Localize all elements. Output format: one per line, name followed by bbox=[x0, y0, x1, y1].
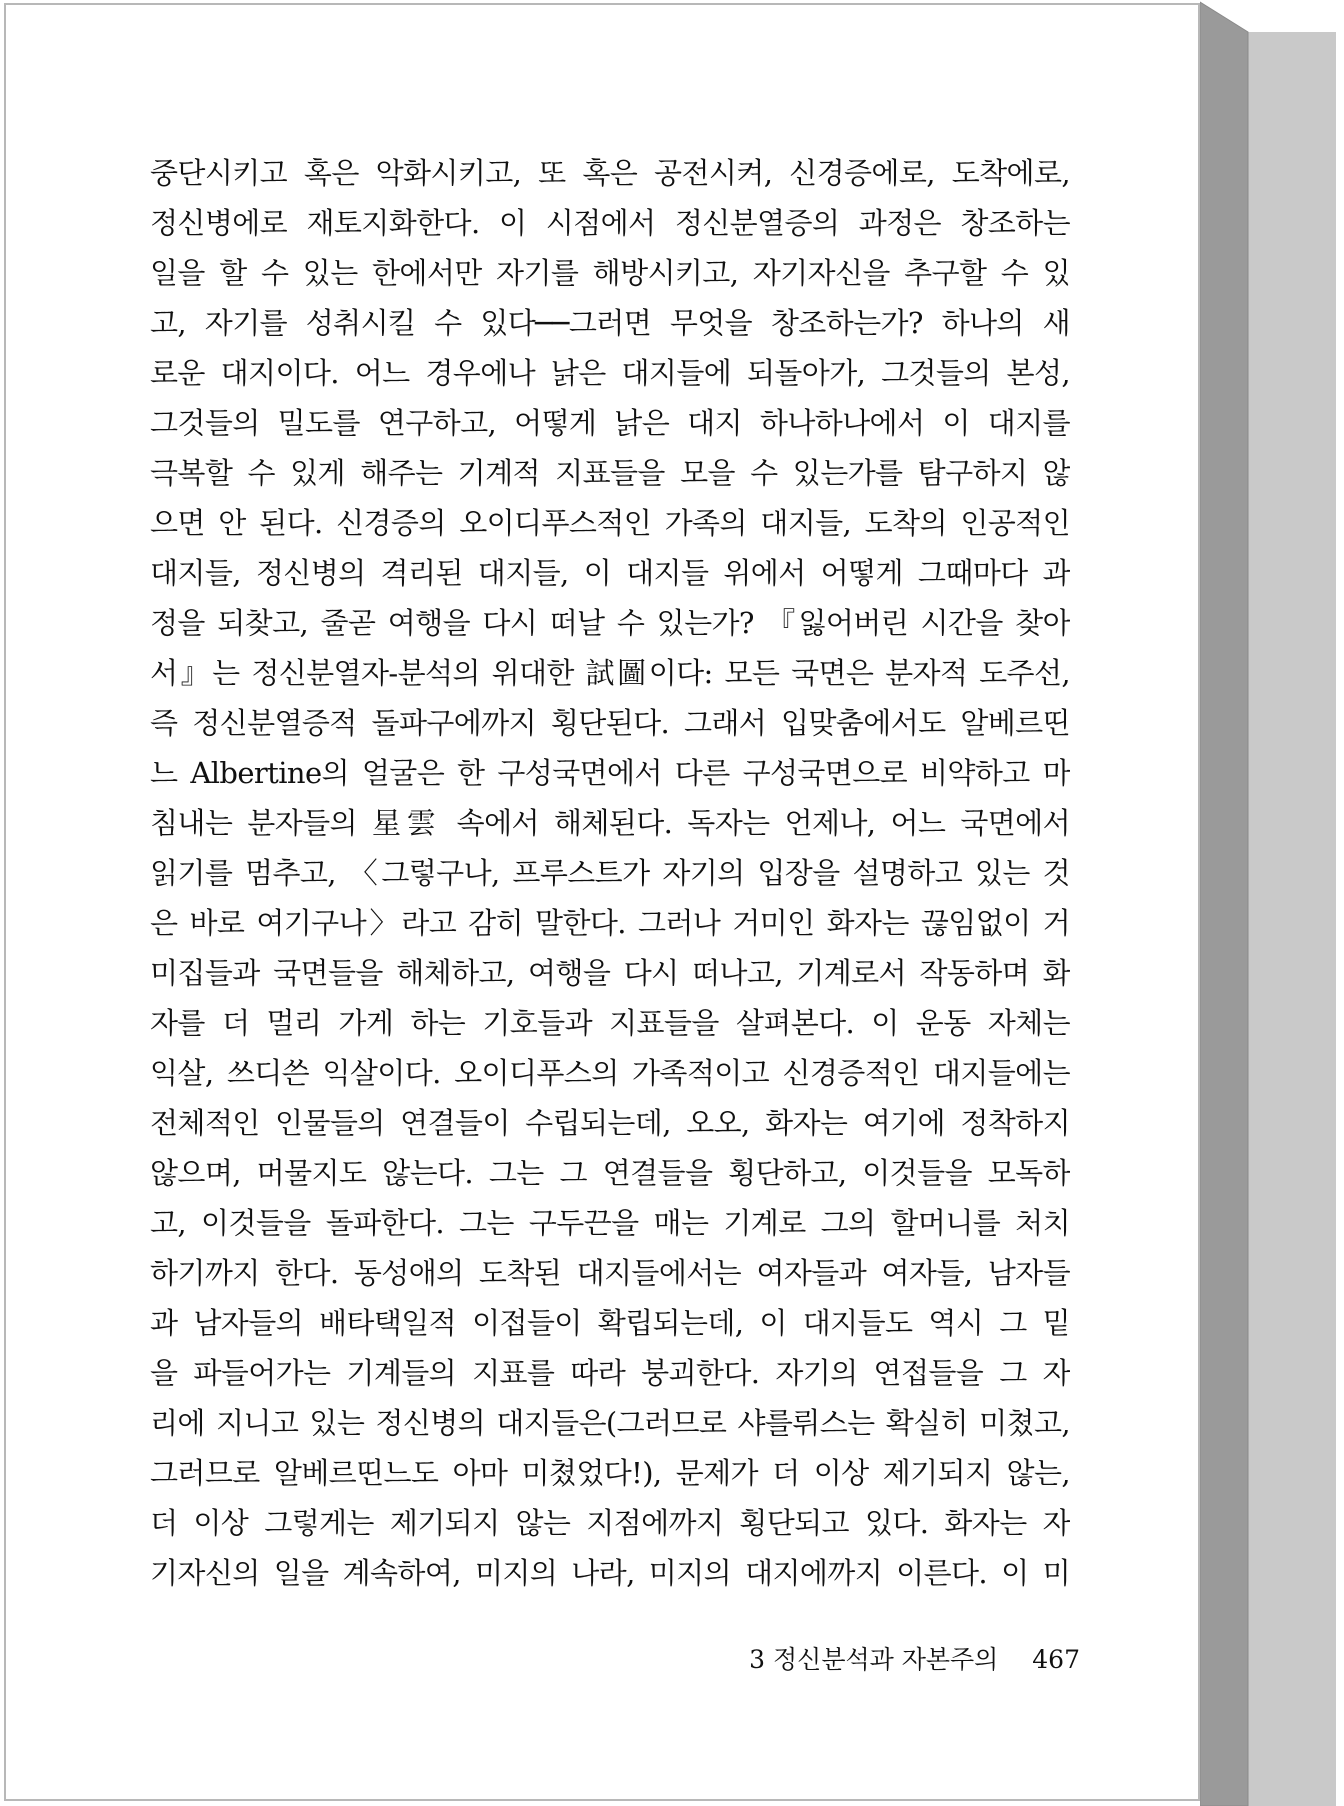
text-line: 극복할 수 있게 해주는 기계적 지표들을 모을 수 있는가를 탐구하지 않 bbox=[150, 456, 1070, 490]
text-line: 읽기를 멈추고, 〈그렇구나, 프루스트가 자기의 입장을 설명하고 있는 것 bbox=[150, 856, 1070, 890]
text-line: 정을 되찾고, 줄곧 여행을 다시 떠날 수 있는가? 『잃어버린 시간을 찾아 bbox=[150, 606, 1070, 640]
text-line: 익살, 쓰디쓴 익살이다. 오이디푸스의 가족적이고 신경증적인 대지들에는 bbox=[150, 1056, 1070, 1090]
text-line: 침내는 분자들의 星雲 속에서 해체된다. 독자는 언제나, 어느 국면에서 bbox=[150, 806, 1070, 840]
text-line: 리에 지니고 있는 정신병의 대지들은(그러므로 샤를뤼스는 확실히 미쳤고, bbox=[150, 1406, 1070, 1440]
text-line: 그러므로 알베르띤느도 아마 미쳤었다!), 문제가 더 이상 제기되지 않는, bbox=[150, 1456, 1070, 1490]
page-footer bbox=[700, 1640, 1080, 1680]
page-body-text bbox=[150, 148, 1070, 1598]
text-line: 로운 대지이다. 어느 경우에나 낡은 대지들에 되돌아가, 그것들의 본성, bbox=[150, 356, 1070, 390]
text-line: 서』는 정신분열자-분석의 위대한 試圖이다: 모든 국면은 분자적 도주선, bbox=[150, 656, 1070, 690]
running-footer-chapter: 3 정신분석과 자본주의 bbox=[749, 1645, 999, 1674]
text-line: 그것들의 밀도를 연구하고, 어떻게 낡은 대지 하나하나에서 이 대지를 bbox=[150, 406, 1070, 440]
text-line: 전체적인 인물들의 연결들이 수립되는데, 오오, 화자는 여기에 정착하지 bbox=[150, 1106, 1070, 1140]
text-line: 하기까지 한다. 동성애의 도착된 대지들에서는 여자들과 여자들, 남자들 bbox=[150, 1256, 1070, 1290]
text-line: 일을 할 수 있는 한에서만 자기를 해방시키고, 자기자신을 추구할 수 있 bbox=[150, 256, 1070, 290]
text-line: 정신병에로 재토지화한다. 이 시점에서 정신분열증의 과정은 창조하는 bbox=[150, 206, 1070, 240]
text-line: 과 남자들의 배타택일적 이접들이 확립되는데, 이 대지들도 역시 그 밑 bbox=[150, 1306, 1070, 1340]
page-edge-shadow bbox=[1200, 0, 1336, 1806]
text-line: 더 이상 그렇게는 제기되지 않는 지점에까지 횡단되고 있다. 화자는 자 bbox=[150, 1506, 1070, 1540]
text-line: 중단시키고 혹은 악화시키고, 또 혹은 공전시켜, 신경증에로, 도착에로, bbox=[150, 156, 1070, 190]
text-line: 자를 더 멀리 가게 하는 기호들과 지표들을 살펴본다. 이 운동 자체는 bbox=[150, 1006, 1070, 1040]
text-line: 즉 정신분열증적 돌파구에까지 횡단된다. 그래서 입맞춤에서도 알베르띤 bbox=[150, 706, 1070, 740]
text-line: 고, 이것들을 돌파한다. 그는 구두끈을 매는 기계로 그의 할머니를 처치 bbox=[150, 1206, 1070, 1240]
page-number: 467 bbox=[1032, 1645, 1080, 1674]
text-line: 미집들과 국면들을 해체하고, 여행을 다시 떠나고, 기계로서 작동하며 화 bbox=[150, 956, 1070, 990]
text-line: 않으며, 머물지도 않는다. 그는 그 연결들을 횡단하고, 이것들을 모독하 bbox=[150, 1156, 1070, 1190]
text-line: 을 파들어가는 기계들의 지표를 따라 붕괴한다. 자기의 연접들을 그 자 bbox=[150, 1356, 1070, 1390]
text-line: 은 바로 여기구나〉라고 감히 말한다. 그러나 거미인 화자는 끊임없이 거 bbox=[150, 906, 1070, 940]
text-line: 대지들, 정신병의 격리된 대지들, 이 대지들 위에서 어떻게 그때마다 과 bbox=[150, 556, 1070, 590]
text-line: 기자신의 일을 계속하여, 미지의 나라, 미지의 대지에까지 이른다. 이 미 bbox=[150, 1556, 1070, 1590]
text-line: 느 Albertine의 얼굴은 한 구성국면에서 다른 구성국면으로 비약하고 마 bbox=[150, 756, 1070, 790]
text-line: 고, 자기를 성취시킬 수 있다──그러면 무엇을 창조하는가? 하나의 새 bbox=[150, 306, 1070, 340]
text-line: 으면 안 된다. 신경증의 오이디푸스적인 가족의 대지들, 도착의 인공적인 bbox=[150, 506, 1070, 540]
